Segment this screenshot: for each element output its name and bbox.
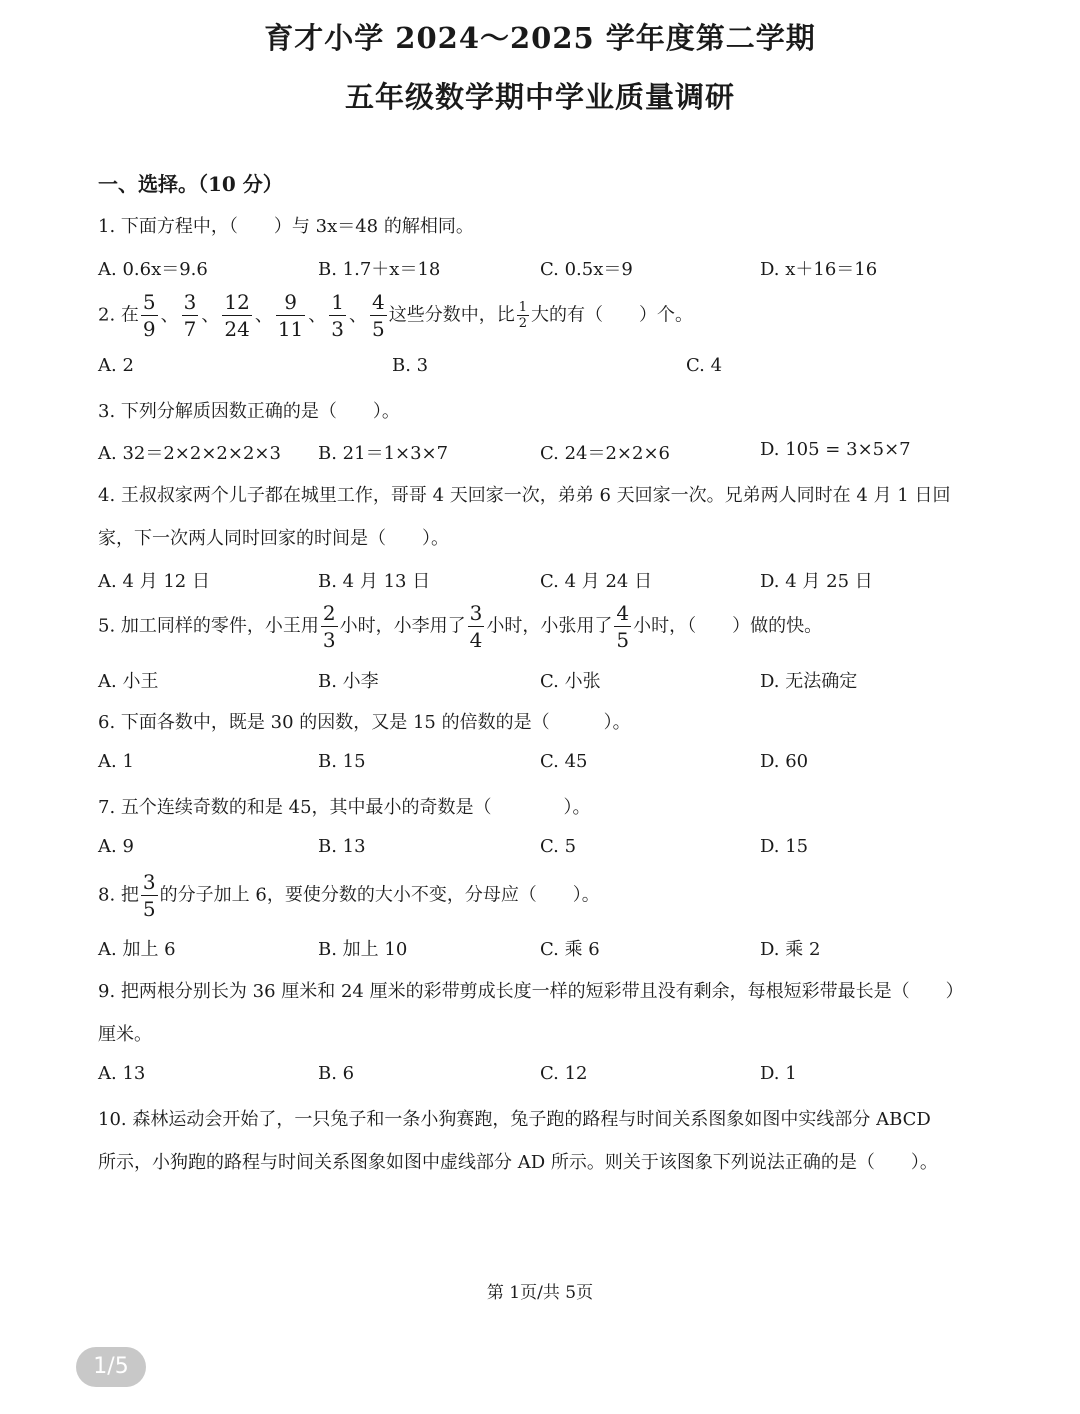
q2-stem — [98, 292, 693, 339]
q5-part2: 小时，小李用了 — [339, 615, 466, 637]
q7-option-c: C. 5 — [540, 836, 577, 857]
q5-option-a: A. 小王 — [98, 671, 159, 692]
exam-title-line2: 五年级数学期中学业质量调研 — [344, 80, 735, 114]
fraction — [614, 603, 631, 650]
separator: 、 — [201, 304, 220, 326]
page-footer: 第 1页/共 5页 — [486, 1283, 594, 1303]
q8-prefix: 8. 把 — [98, 884, 139, 906]
exam-title-line1: 育才小学 2024～2025 学年度第二学期 — [264, 21, 816, 55]
q5-part3: 小时，小张用了 — [486, 615, 613, 637]
q4-option-a: A. 4 月 12 日 — [98, 571, 210, 592]
q3-option-d: D. 105 = 3×5×7 — [760, 439, 911, 460]
denominator: 5 — [142, 897, 156, 921]
q2-option-b: B. 3 — [392, 355, 429, 376]
denominator: 4 — [469, 628, 483, 652]
q1-stem: 1. 下面方程中，（ ）与 3x＝48 的解相同。 — [98, 216, 474, 237]
q10-stem-line2: 所示，小狗跑的路程与时间关系图象如图中虚线部分 AD 所示。则关于该图象下列说法正确的是（ ）。 — [98, 1152, 938, 1173]
denominator: 3 — [331, 317, 345, 341]
separator: 、 — [254, 304, 273, 326]
q9-option-c: C. 12 — [540, 1063, 588, 1084]
q4-stem-line2: 家，下一次两人同时回家的时间是（ ）。 — [98, 528, 449, 549]
q5-part1: 5. 加工同样的零件，小王用 — [98, 615, 319, 637]
numerator: 4 — [616, 601, 630, 625]
q6-option-c: C. 45 — [540, 751, 588, 772]
q4-option-b: B. 4 月 13 日 — [318, 571, 431, 592]
q5-stem — [98, 603, 822, 650]
fraction — [321, 603, 338, 650]
q3-option-b: B. 21＝1×3×7 — [318, 443, 449, 464]
q5-option-d: D. 无法确定 — [760, 671, 858, 692]
q8-option-a: A. 加上 6 — [98, 939, 176, 960]
page-indicator-badge[interactable]: 1/5 — [76, 1347, 146, 1387]
q7-option-b: B. 13 — [318, 836, 366, 857]
fraction — [222, 292, 251, 339]
denominator: 7 — [183, 317, 197, 341]
q3-option-a: A. 32＝2×2×2×2×3 — [98, 443, 281, 464]
denominator: 11 — [277, 317, 304, 341]
numerator: 1 — [518, 300, 528, 315]
q9-stem-line2: 厘米。 — [98, 1024, 152, 1045]
q1-option-d: D. x＋16＝16 — [760, 259, 878, 280]
q7-option-a: A. 9 — [98, 836, 134, 857]
q1-option-b: B. 1.7＋x＝18 — [318, 259, 441, 280]
q6-option-d: D. 60 — [760, 751, 809, 772]
q1-option-c: C. 0.5x＝9 — [540, 259, 633, 280]
q8-stem — [98, 872, 600, 919]
q3-option-c: C. 24＝2×2×6 — [540, 443, 670, 464]
denominator: 5 — [372, 317, 385, 341]
denominator: 9 — [142, 317, 156, 341]
separator: 、 — [160, 304, 179, 326]
q5-part4: 小时，（ ）做的快。 — [633, 615, 823, 637]
separator: 、 — [308, 304, 327, 326]
fraction — [370, 292, 387, 339]
denominator: 5 — [616, 628, 630, 652]
numerator: 5 — [142, 290, 156, 314]
numerator: 4 — [372, 290, 385, 314]
q8-option-b: B. 加上 10 — [318, 939, 408, 960]
q9-stem-line1: 9. 把两根分别长为 36 厘米和 24 厘米的彩带剪成长度一样的短彩带且没有剩余，每根短彩带最长是（ ） — [98, 981, 964, 1002]
q8-suffix: 的分子加上 6，要使分数的大小不变，分母应（ ）。 — [159, 884, 600, 906]
q7-option-d: D. 15 — [760, 836, 809, 857]
numerator: 1 — [331, 290, 345, 314]
fraction — [182, 292, 199, 339]
numerator: 2 — [322, 601, 336, 625]
q1-option-a: A. 0.6x＝9.6 — [98, 259, 208, 280]
q9-option-a: A. 13 — [98, 1063, 146, 1084]
q8-option-c: C. 乘 6 — [540, 939, 600, 960]
q2-suffix: 大的有（ ）个。 — [531, 304, 694, 326]
denominator: 2 — [518, 316, 528, 331]
q7-stem: 7. 五个连续奇数的和是 45，其中最小的奇数是（ ）。 — [98, 797, 591, 818]
q2-prefix: 2. 在 — [98, 304, 139, 326]
fraction — [276, 292, 305, 339]
fraction — [329, 292, 346, 339]
denominator: 24 — [224, 317, 250, 341]
q10-stem-line1: 10. 森林运动会开始了，一只兔子和一条小狗赛跑，兔子跑的路程与时间关系图象如图中实线部分 ABCD — [98, 1109, 931, 1130]
q6-option-b: B. 15 — [318, 751, 366, 772]
q9-option-d: D. 1 — [760, 1063, 797, 1084]
q5-option-b: B. 小李 — [318, 671, 379, 692]
separator: 、 — [349, 304, 368, 326]
fraction — [141, 872, 158, 919]
fraction — [468, 603, 485, 650]
q6-stem: 6. 下面各数中，既是 30 的因数，又是 15 的倍数的是（ ）。 — [98, 712, 631, 733]
q4-stem-line1: 4. 王叔叔家两个儿子都在城里工作，哥哥 4 天回家一次，弟弟 6 天回家一次。兄弟两人同时在 4 月 1 日回 — [98, 485, 951, 506]
q8-option-d: D. 乘 2 — [760, 939, 821, 960]
numerator: 9 — [276, 292, 305, 316]
numerator: 3 — [183, 290, 197, 314]
q9-option-b: B. 6 — [318, 1063, 355, 1084]
section-heading: 一、选择。（10 分） — [98, 172, 283, 196]
q4-option-c: C. 4 月 24 日 — [540, 571, 653, 592]
denominator: 3 — [322, 628, 336, 652]
numerator: 3 — [469, 601, 483, 625]
q5-option-c: C. 小张 — [540, 671, 601, 692]
q6-option-a: A. 1 — [98, 751, 134, 772]
q4-option-d: D. 4 月 25 日 — [760, 571, 873, 592]
fraction — [141, 292, 158, 339]
numerator: 12 — [224, 290, 250, 314]
q2-option-c: C. 4 — [686, 355, 723, 376]
q2-mid: 这些分数中，比 — [388, 304, 515, 326]
q2-option-a: A. 2 — [98, 355, 134, 376]
fraction-one-half — [517, 301, 529, 330]
q3-stem: 3. 下列分解质因数正确的是（ ）。 — [98, 401, 400, 422]
numerator: 3 — [142, 870, 156, 894]
